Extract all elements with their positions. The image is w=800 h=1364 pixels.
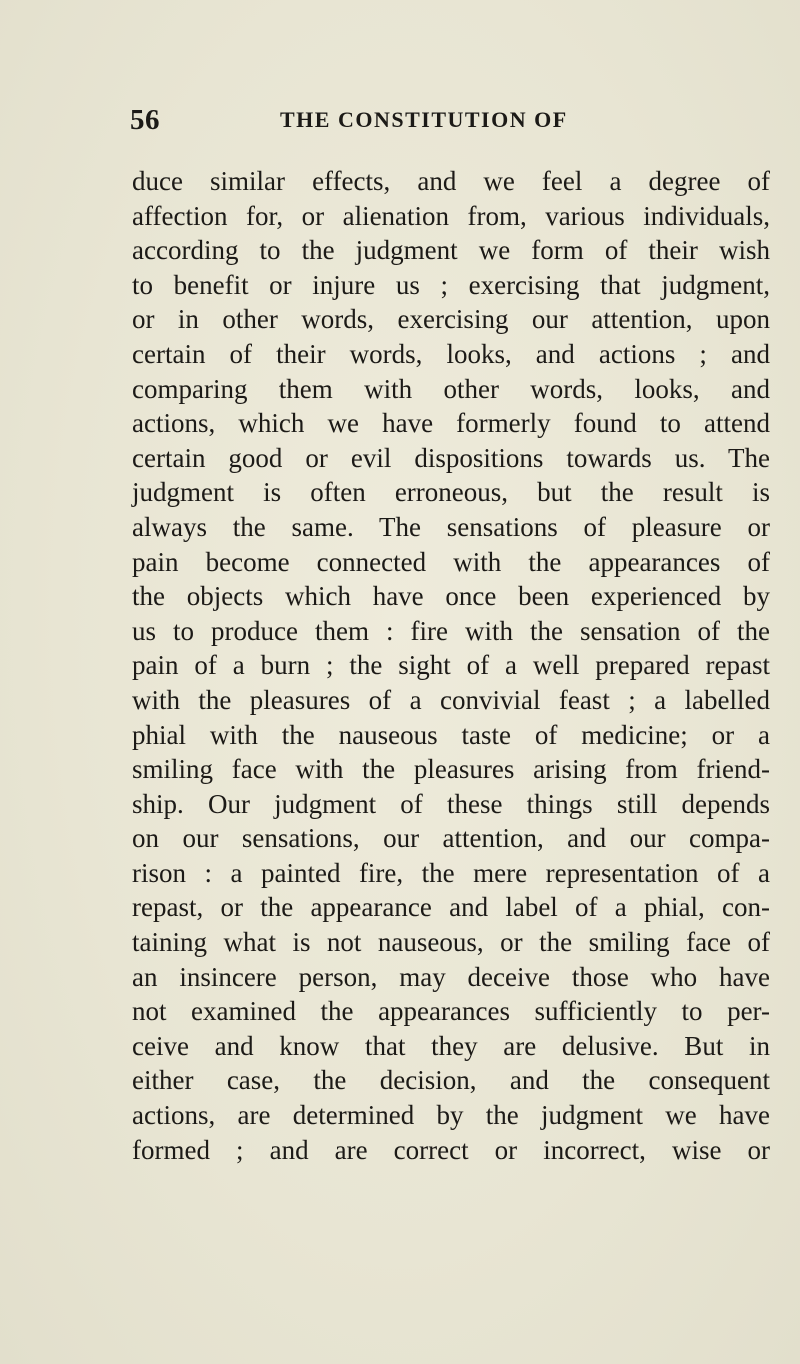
body-text <box>132 164 770 1167</box>
text-line: formed ; and are correct or incorrect, wise or <box>132 1134 770 1165</box>
text-line: certain of their words, looks, and actions ; and <box>132 338 770 369</box>
text-line: either case, the decision, and the consequent <box>132 1065 770 1096</box>
text-line: phial with the nauseous taste of medicine; or a <box>132 719 770 750</box>
text-line: repast, or the appearance and label of a phial, con- <box>132 892 770 923</box>
text-line: smiling face with the pleasures arising from friend- <box>132 754 770 785</box>
page-number: 56 <box>130 104 160 136</box>
text-line: always the same. The sensations of pleasure or <box>132 511 770 542</box>
text-line: comparing them with other words, looks, and <box>132 373 770 404</box>
text-line: pain of a burn ; the sight of a well prepared repast <box>132 650 770 681</box>
text-line: according to the judgment we form of their wish <box>132 235 770 266</box>
text-line: ceive and know that they are delusive. But in <box>132 1030 770 1061</box>
text-line: with the pleasures of a convivial feast ; a labelled <box>132 684 770 715</box>
text-line: actions, are determined by the judgment we have <box>132 1100 770 1131</box>
page-header <box>130 104 770 144</box>
text-line: rison : a painted fire, the mere representation of a <box>132 857 770 888</box>
text-line: us to produce them : fire with the sensation of the <box>132 615 770 646</box>
text-line: actions, which we have formerly found to attend <box>132 408 770 439</box>
text-line: taining what is not nauseous, or the smiling face of <box>132 927 770 958</box>
text-line: ship. Our judgment of these things still depends <box>132 788 770 819</box>
running-head: THE CONSTITUTION OF <box>280 107 568 132</box>
text-line: certain good or evil dispositions towards us. The <box>132 442 770 473</box>
text-line: to benefit or injure us ; exercising that judgment, <box>132 269 770 300</box>
text-line: or in other words, exercising our attention, upon <box>132 304 770 335</box>
text-line: judgment is often erroneous, but the result is <box>132 477 770 508</box>
text-line: duce similar effects, and we feel a degree of <box>132 166 770 196</box>
text-line: not examined the appearances sufficiently to per- <box>132 996 770 1027</box>
text-line: pain become connected with the appearances of <box>132 546 770 577</box>
text-line: on our sensations, our attention, and our compa- <box>132 823 770 854</box>
text-line: affection for, or alienation from, various individuals, <box>132 200 770 231</box>
text-line: an insincere person, may deceive those who have <box>132 961 770 992</box>
text-line: the objects which have once been experienced by <box>132 581 770 612</box>
